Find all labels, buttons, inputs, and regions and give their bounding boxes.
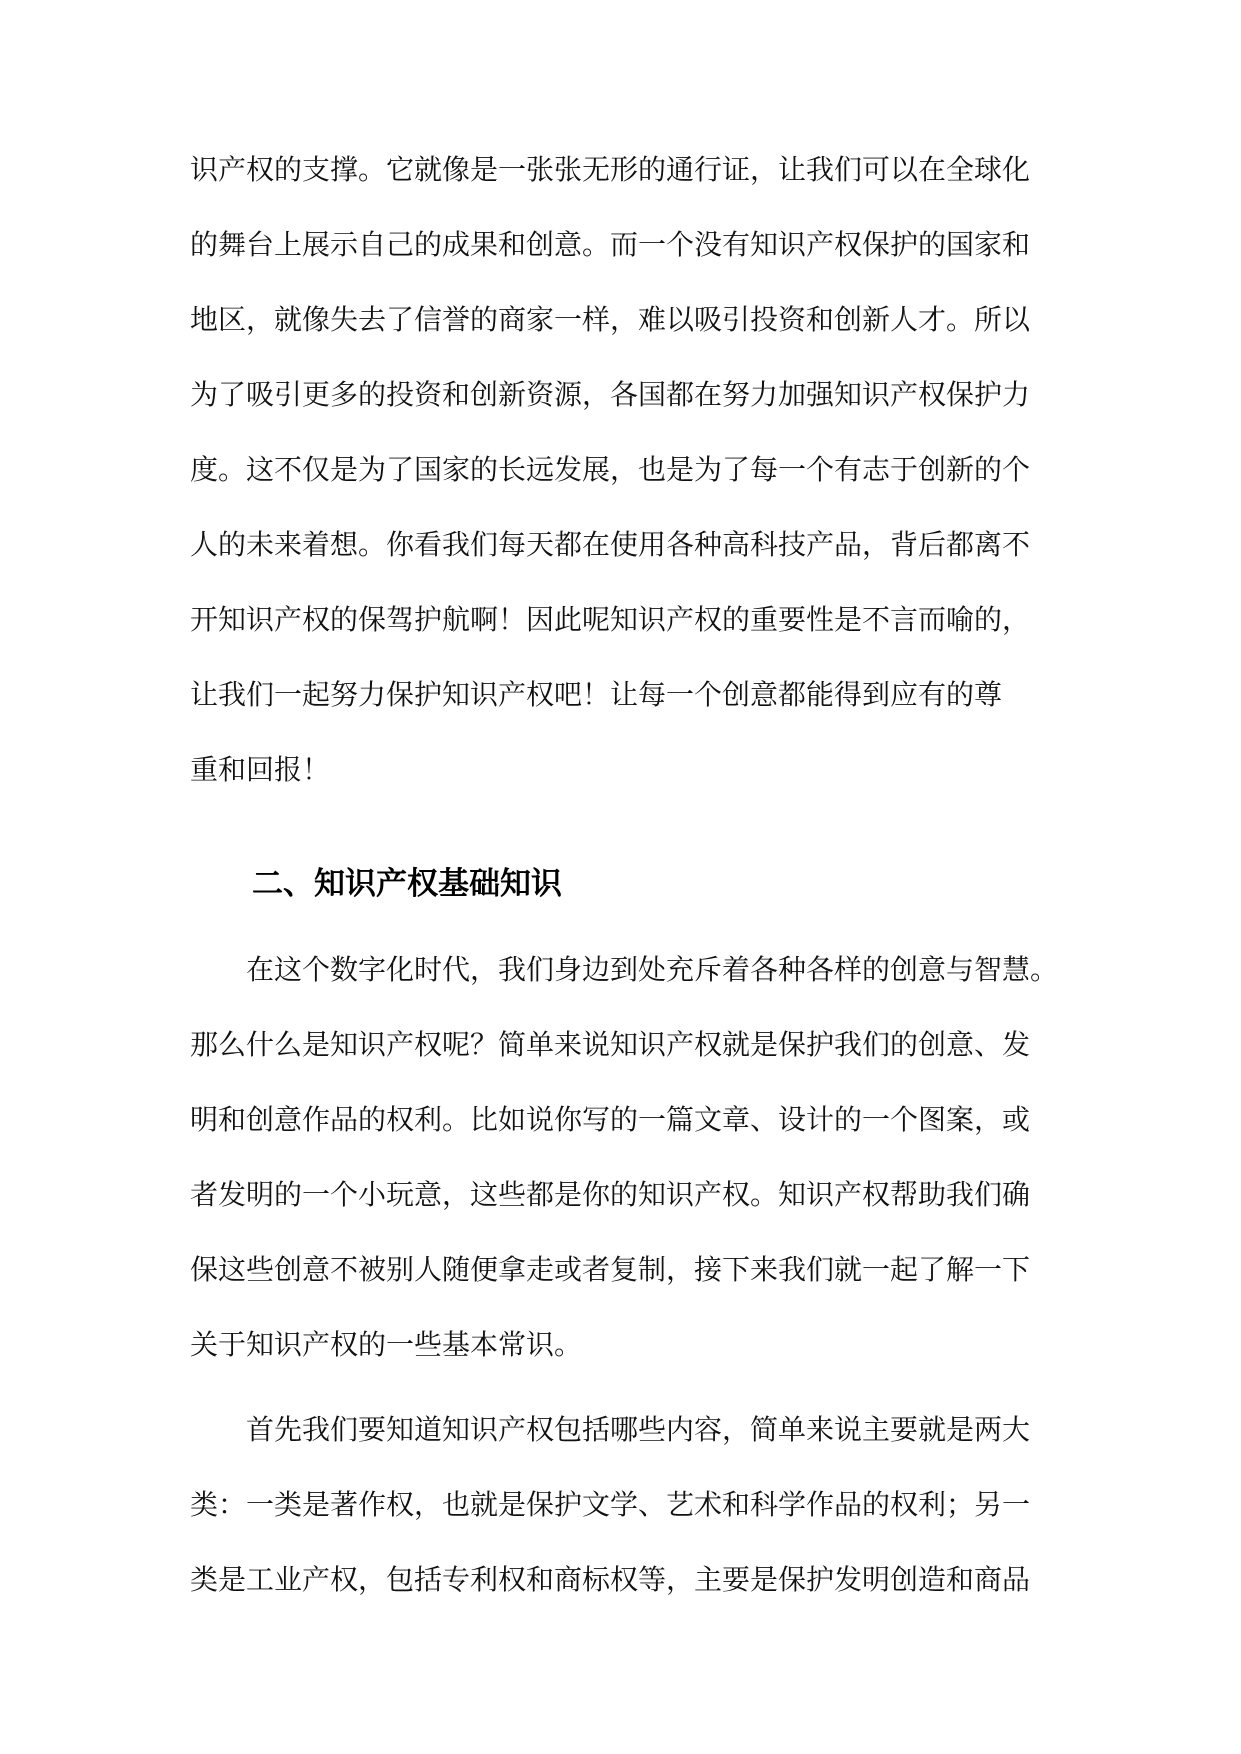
paragraph-3-line-2: 类：一类是著作权，也就是保护文学、艺术和科学作品的权利；另一	[190, 1488, 1031, 1521]
paragraph-3-line-1: 首先我们要知道知识产权包括哪些内容，简单来说主要就是两大	[246, 1413, 1031, 1446]
paragraph-1-line-7: 开知识产权的保驾护航啊！因此呢知识产权的重要性是不言而喻的，	[190, 603, 1031, 636]
paragraph-2-line-3: 明和创意作品的权利。比如说你写的一篇文章、设计的一个图案，或	[190, 1103, 1031, 1136]
paragraph-2-line-1: 在这个数字化时代，我们身边到处充斥着各种各样的创意与智慧。	[246, 953, 1059, 986]
paragraph-2-line-6: 关于知识产权的一些基本常识。	[190, 1328, 583, 1361]
paragraph-1-line-5: 度。这不仅是为了国家的长远发展，也是为了每一个有志于创新的个	[190, 453, 1031, 486]
paragraph-3-line-3: 类是工业产权，包括专利权和商标权等，主要是保护发明创造和商品	[190, 1563, 1031, 1596]
paragraph-2-line-4: 者发明的一个小玩意，这些都是你的知识产权。知识产权帮助我们确	[190, 1178, 1031, 1211]
paragraph-1-line-4: 为了吸引更多的投资和创新资源，各国都在努力加强知识产权保护力	[190, 378, 1031, 411]
paragraph-1-line-6: 人的未来着想。你看我们每天都在使用各种高科技产品，背后都离不	[190, 528, 1031, 561]
section-heading: 二、知识产权基础知识	[252, 866, 562, 902]
paragraph-2-line-2: 那么什么是知识产权呢？简单来说知识产权就是保护我们的创意、发	[190, 1028, 1031, 1061]
paragraph-2-line-5: 保这些创意不被别人随便拿走或者复制，接下来我们就一起了解一下	[190, 1253, 1031, 1286]
paragraph-1-line-3: 地区，就像失去了信誉的商家一样，难以吸引投资和创新人才。所以	[190, 303, 1031, 336]
paragraph-1-line-1: 识产权的支撑。它就像是一张张无形的通行证，让我们可以在全球化	[190, 153, 1031, 186]
paragraph-1-line-9: 重和回报！	[190, 753, 331, 786]
paragraph-1-line-8: 让我们一起努力保护知识产权吧！让每一个创意都能得到应有的尊	[190, 678, 1003, 711]
paragraph-1-line-2: 的舞台上展示自己的成果和创意。而一个没有知识产权保护的国家和	[190, 228, 1031, 261]
